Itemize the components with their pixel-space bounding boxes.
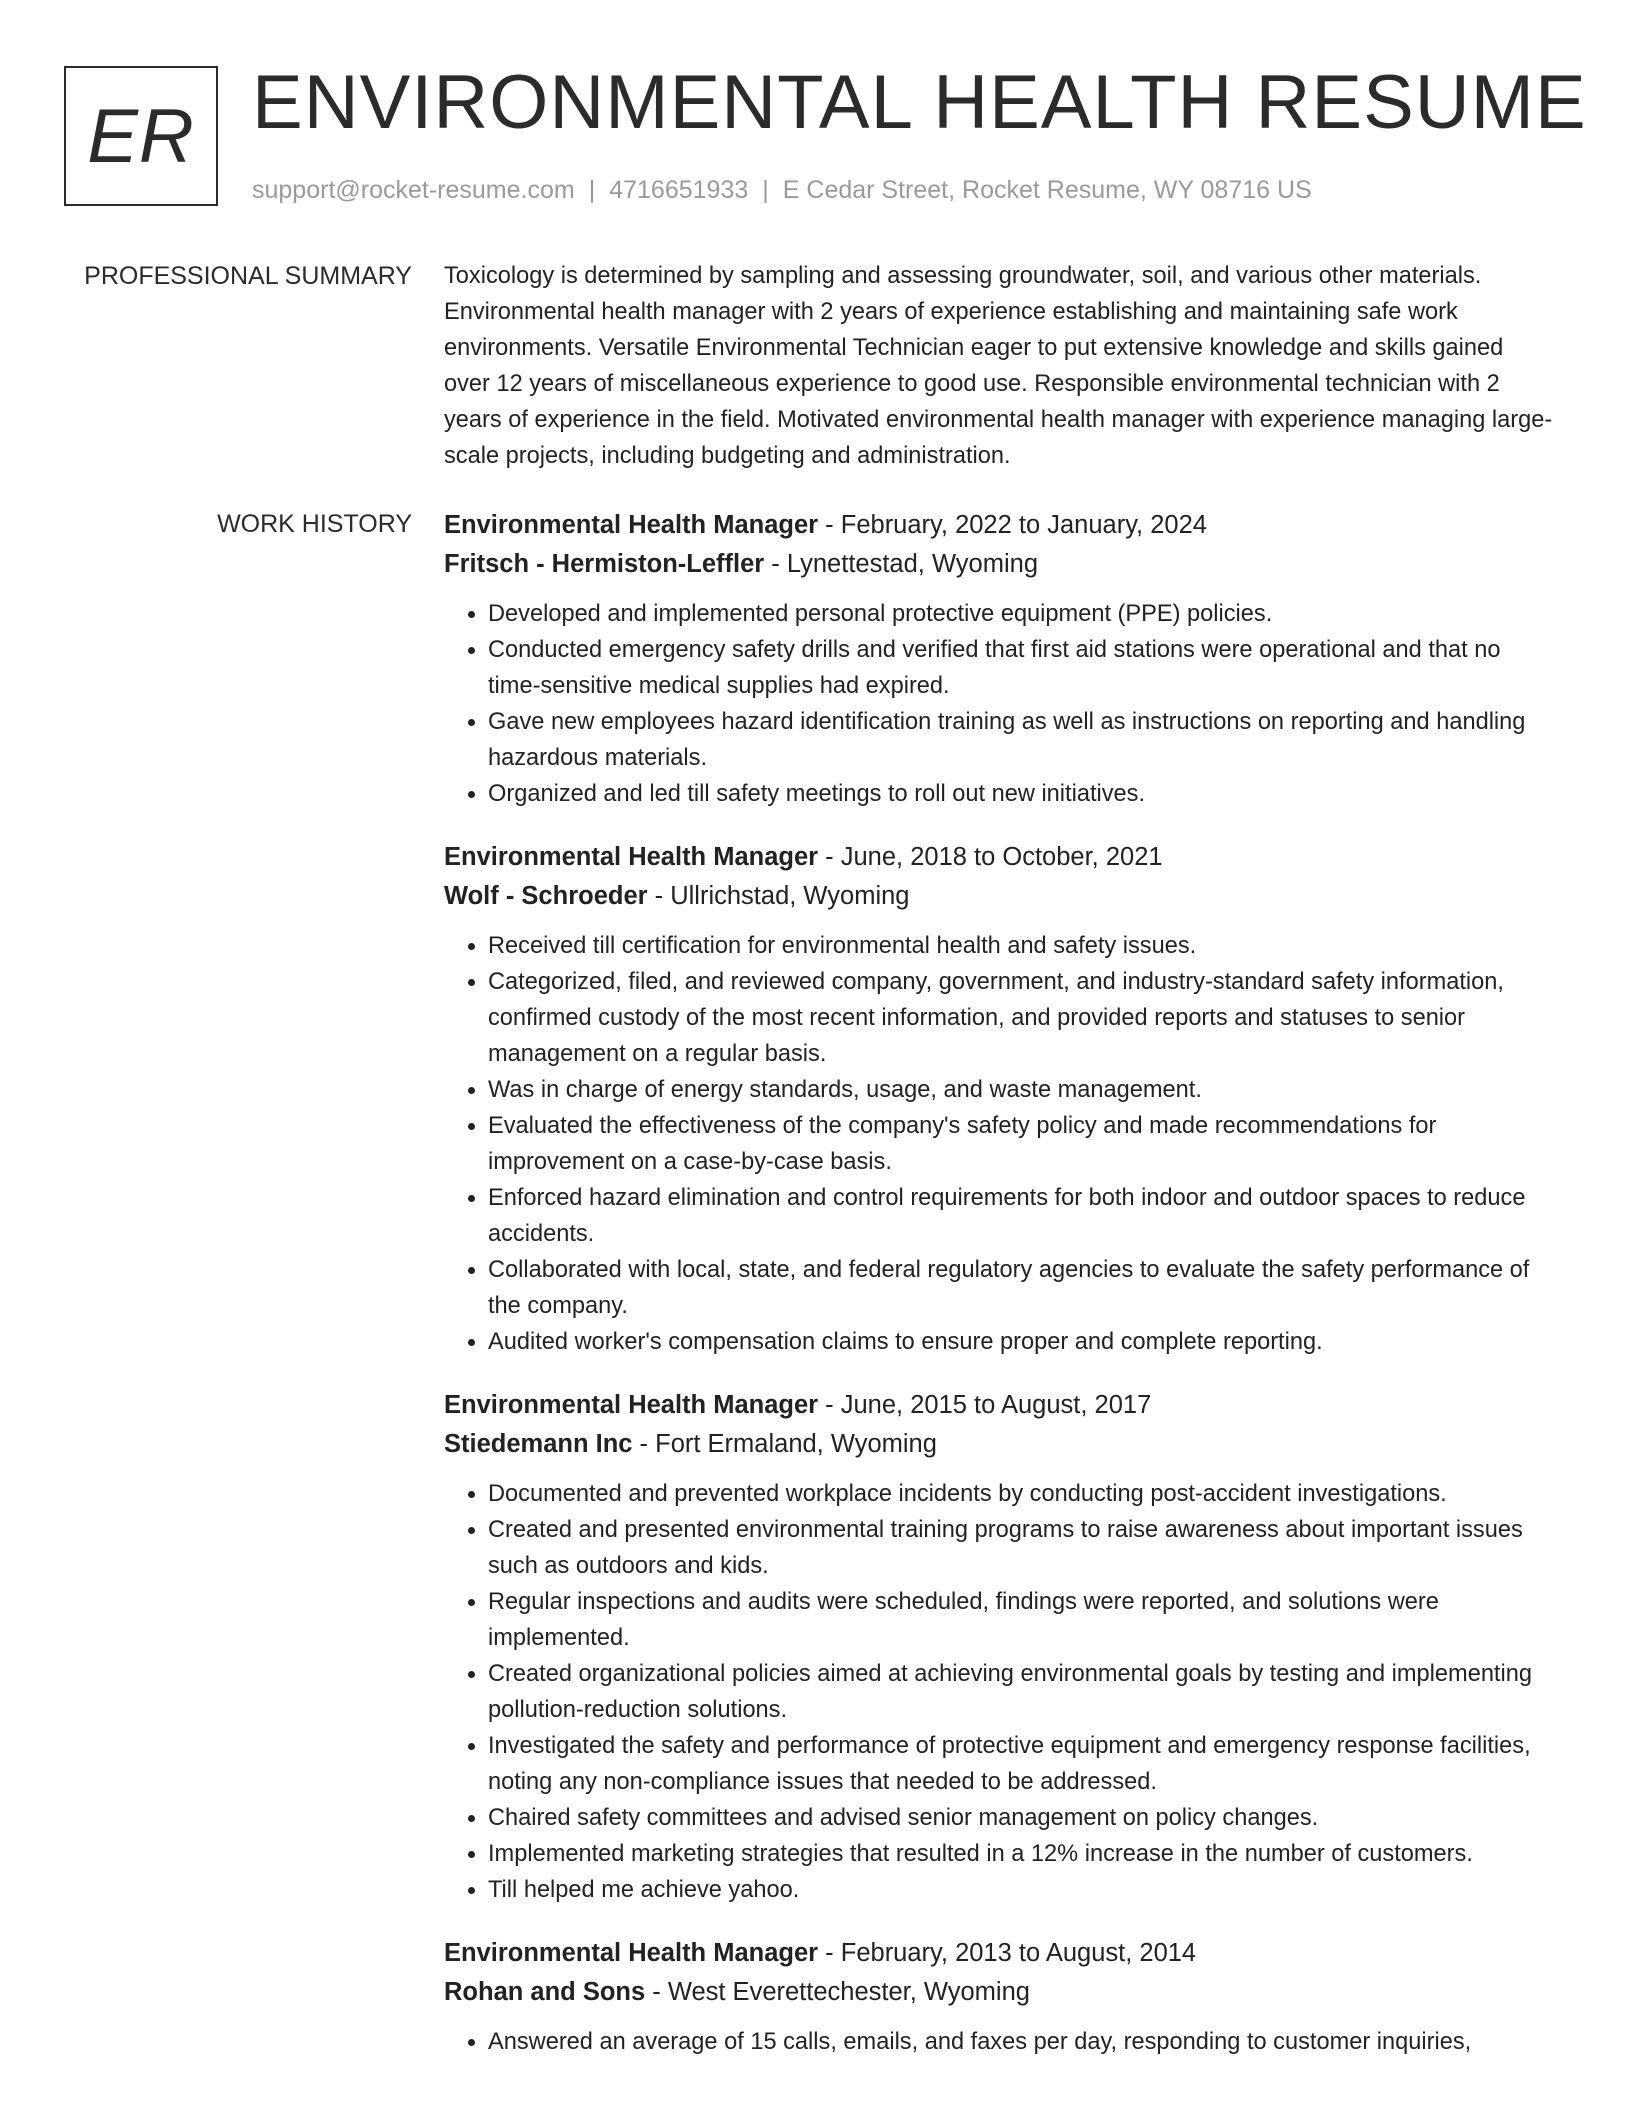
- job-title-line: [444, 838, 1554, 877]
- job-bullet-list: [444, 928, 1554, 1360]
- resume-title: ENVIRONMENTAL HEALTH RESUME: [252, 60, 1587, 145]
- job-bullet: • Received till certification for environmental health and safety issues.: [488, 928, 1554, 964]
- job-location: - Lynettestad, Wyoming: [764, 550, 1038, 578]
- job-bullet: • Chaired safety committees and advised senior management on policy changes.: [488, 1800, 1554, 1836]
- job-title-line: [444, 1934, 1554, 1973]
- job-bullet-list: [444, 2024, 1554, 2060]
- job-bullet: • Gave new employees hazard identification training as well as instructions on reporting and handling hazardous materials.: [488, 704, 1554, 776]
- job-dates: - June, 2015 to August, 2017: [818, 1391, 1152, 1419]
- contact-phone[interactable]: 4716651933: [609, 176, 749, 204]
- job-bullet: • Developed and implemented personal protective equipment (PPE) policies.: [488, 596, 1554, 632]
- contact-separator: |: [588, 176, 596, 204]
- job-title-line: [444, 1386, 1554, 1425]
- job-bullet: • Enforced hazard elimination and control requirements for both indoor and outdoor spaces to reduce accidents.: [488, 1180, 1554, 1252]
- job-dates: - February, 2013 to August, 2014: [818, 1939, 1197, 1967]
- contact-line: [252, 174, 1312, 206]
- job-entry: [444, 1386, 1554, 1908]
- job-bullet: • Organized and led till safety meetings to roll out new initiatives.: [488, 776, 1554, 812]
- job-title: Environmental Health Manager: [444, 1391, 819, 1419]
- monogram-badge: [64, 66, 218, 206]
- job-bullet-list: [444, 1476, 1554, 1908]
- job-bullet: • Collaborated with local, state, and federal regulatory agencies to evaluate the safety performance of the company.: [488, 1252, 1554, 1324]
- job-company-line: [444, 545, 1554, 584]
- monogram-initials: ER: [87, 93, 195, 179]
- job-entry: [444, 1934, 1554, 2060]
- contact-email[interactable]: support@rocket-resume.com: [252, 176, 575, 204]
- job-bullet: • Created and presented environmental training programs to raise awareness about important issues such as outdoors and kids.: [488, 1512, 1554, 1584]
- job-entry: [444, 506, 1554, 812]
- job-bullet: • Documented and prevented workplace incidents by conducting post-accident investigations.: [488, 1476, 1554, 1512]
- contact-separator: |: [762, 176, 769, 204]
- job-bullet: • Conducted emergency safety drills and verified that first aid stations were operational and that no time-sensitive medical supplies had expired.: [488, 632, 1554, 704]
- job-company-line: [444, 877, 1554, 916]
- section-heading-summary: PROFESSIONAL SUMMARY: [84, 262, 412, 290]
- job-location: - Fort Ermaland, Wyoming: [632, 1430, 937, 1458]
- job-company: Rohan and Sons: [444, 1978, 646, 2006]
- job-location: - West Everettechester, Wyoming: [645, 1978, 1030, 2006]
- job-company-line: [444, 1425, 1554, 1464]
- job-bullet: • Audited worker's compensation claims to ensure proper and complete reporting.: [488, 1324, 1554, 1360]
- job-bullet: • Categorized, filed, and reviewed company, government, and industry-standard safety information, confirmed custody of the most recent information, and provided reports and statuses to senior management on a regular basis.: [488, 964, 1554, 1072]
- job-bullet: • Created organizational policies aimed at achieving environmental goals by testing and implementing pollution-reduction solutions.: [488, 1656, 1554, 1728]
- job-bullet-list: [444, 596, 1554, 812]
- job-dates: - February, 2022 to January, 2024: [818, 511, 1207, 539]
- job-bullet: • Till helped me achieve yahoo.: [488, 1872, 1554, 1908]
- job-dates: - June, 2018 to October, 2021: [818, 843, 1163, 871]
- job-bullet: • Investigated the safety and performance of protective equipment and emergency response facilities, noting any non-compliance issues that needed to be addressed.: [488, 1728, 1554, 1800]
- job-location: - Ullrichstad, Wyoming: [647, 882, 910, 910]
- section-heading-work-history: WORK HISTORY: [217, 510, 412, 538]
- job-bullet: • Implemented marketing strategies that resulted in a 12% increase in the number of customers.: [488, 1836, 1554, 1872]
- job-bullet: • Evaluated the effectiveness of the company's safety policy and made recommendations for improvement on a case-by-case basis.: [488, 1108, 1554, 1180]
- job-company: Fritsch - Hermiston-Leffler: [444, 550, 765, 578]
- job-company: Wolf - Schroeder: [444, 882, 648, 910]
- job-company-line: [444, 1973, 1554, 2012]
- job-title: Environmental Health Manager: [444, 843, 819, 871]
- summary-text: Toxicology is determined by sampling and assessing groundwater, soil, and various other materials. Environmental health manager with 2 years of experience establishing and maintaining safe work environments. Versatile Environmental Technician eager to put extensive knowledge and skills gained over 12 years of miscellaneous experience to good use. Responsible environmental technician with 2 years of experience in the field. Motivated environmental health manager with experience managing large-scale projects, including budgeting and administration.: [444, 263, 1553, 469]
- job-title-line: [444, 506, 1554, 545]
- job-entry: [444, 838, 1554, 1360]
- job-title: Environmental Health Manager: [444, 511, 819, 539]
- job-bullet: • Regular inspections and audits were scheduled, findings were reported, and solutions were implemented.: [488, 1584, 1554, 1656]
- summary-body: [444, 258, 1554, 474]
- job-list: [444, 506, 1554, 2086]
- contact-address: E Cedar Street, Rocket Resume, WY 08716 US: [782, 176, 1312, 204]
- job-company: Stiedemann Inc: [444, 1430, 633, 1458]
- job-title: Environmental Health Manager: [444, 1939, 819, 1967]
- job-bullet: • Was in charge of energy standards, usage, and waste management.: [488, 1072, 1554, 1108]
- job-bullet: • Answered an average of 15 calls, emails, and faxes per day, responding to customer inquiries,: [488, 2024, 1554, 2060]
